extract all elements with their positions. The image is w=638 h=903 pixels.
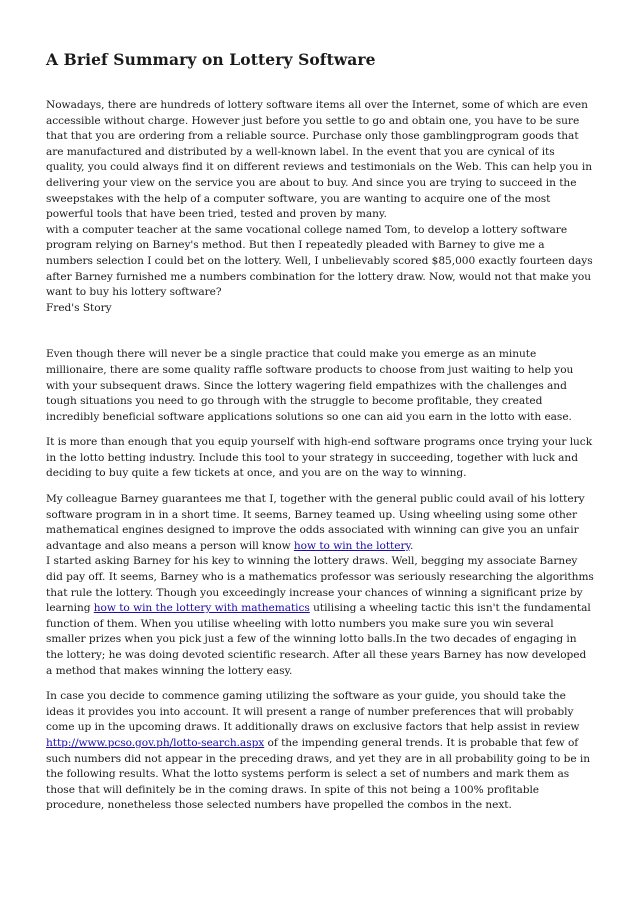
paragraph-commence-gaming <box>46 689 594 814</box>
text-span: My colleague Barney guarantees me that I, together with the general public could avail of his lottery software program in in a short time. It seems, Barney teamed up. Using wheeling using some other mathematical engines designed to improve the odds associated with winning can give you an unfair advantage and also means a person will know <box>46 493 585 552</box>
page-title: A Brief Summary on Lottery Software <box>46 50 376 69</box>
text-span: of the impending general trends. It is probable that few of such numbers did not appear in the preceding draws, and yet they are in all probability going to be in the following results. What the lotto systems perform is select a set of numbers and mark them as those that will definitely be in the coming draws. In spite of this not being a 100% profitable procedure, nonetheless those selected numbers have propelled the combos in the next. <box>46 736 591 812</box>
link-how-to-win-lottery[interactable]: how to win the lottery <box>293 539 410 552</box>
text-span: utilising a wheeling tactic this isn't the fundamental function of them. When you utilise wheeling with lotto numbers you make sure you win several smaller prizes when you pick just a few of the winning lotto balls.In the two decades of engaging in the lottery; he was doing devoted scientific research. After all these years Barney has now developed a method that makes winning the lottery easy. <box>46 602 591 677</box>
paragraph-practice: Even though there will never be a single practice that could make you emerge as an minute millionaire, there are some quality raffle software products to choose from just waiting to help you with your subsequent draws. Since the lottery wagering field empathizes with the challenges and tough situations you need to go through with the struggle to become profitable, they created incredibly beneficial software applications solutions so one can aid you earn in the lotto with ease. <box>46 348 574 423</box>
paragraph-computer-teacher: with a computer teacher at the same vocational college named Tom, to develop a lottery software program relying on Barney's method. But then I repeatedly pleaded with Barney to give me a numbers selection I could bet on the lottery. Well, I unbelievably scored $85,000 exactly fourteen days after Barney furnished me a numbers combination for the lottery draw. Now, would not that make you want to buy his lottery software? <box>46 223 593 299</box>
link-how-to-win-with-mathematics[interactable]: how to win the lottery with mathematics <box>93 602 310 615</box>
spacer <box>46 316 594 347</box>
text-span: I started asking Barney for his key to winning the lottery draws. Well, begging my associate Barney did pay off. It seems, Barney who is a mathematics professor was seriously researching the algorithms that rule the lottery. Though you exceedingly increase your chances of winning a significant prize by learning <box>46 555 594 615</box>
text-span: . <box>410 539 414 552</box>
paragraph-intro: Nowadays, there are hundreds of lottery software items all over the Internet, some of which are even accessible without charge. However just before you settle to go and obtain one, you have to be sure that that you are ordering from a reliable source. Purchase only those gamblingprogram goods that are manufactured and distributed by a well-known label. In the event that you are cynical of its quality, you could always find it on different reviews and testimonials on the Web. This can help you in delivering your view on the service you are about to buy. And since you are trying to succeed in the sweepstakes with the help of a computer software, you are wanting to acquire one of the most powerful tools that have been tried, tested and proven by many. <box>46 99 592 221</box>
paragraph-equip: It is more than enough that you equip yourself with high-end software programs once trying your luck in the lotto betting industry. Include this tool to your strategy in succeeding, together with luck and deciding to buy quite a few tickets at once, and you are on the way to winning. <box>46 436 593 480</box>
paragraph-asking-barney <box>46 554 594 679</box>
spacer <box>46 425 594 435</box>
paragraph-colleague <box>46 492 594 554</box>
document-page <box>46 38 594 814</box>
text-span: In case you decide to commence gaming utilizing the software as your guide, you should take the ideas it provides you into account. It will present a range of number preferences that will probably come up in the upcoming draws. It additionally draws on exclusive factors that help assist in review <box>46 690 580 734</box>
spacer <box>46 679 594 689</box>
link-pcso-lotto-search[interactable]: http://www.pcso.gov.ph/lotto-search.aspx <box>46 736 265 749</box>
paragraph-freds-story-heading: Fred's Story <box>46 301 112 314</box>
spacer <box>46 482 594 492</box>
